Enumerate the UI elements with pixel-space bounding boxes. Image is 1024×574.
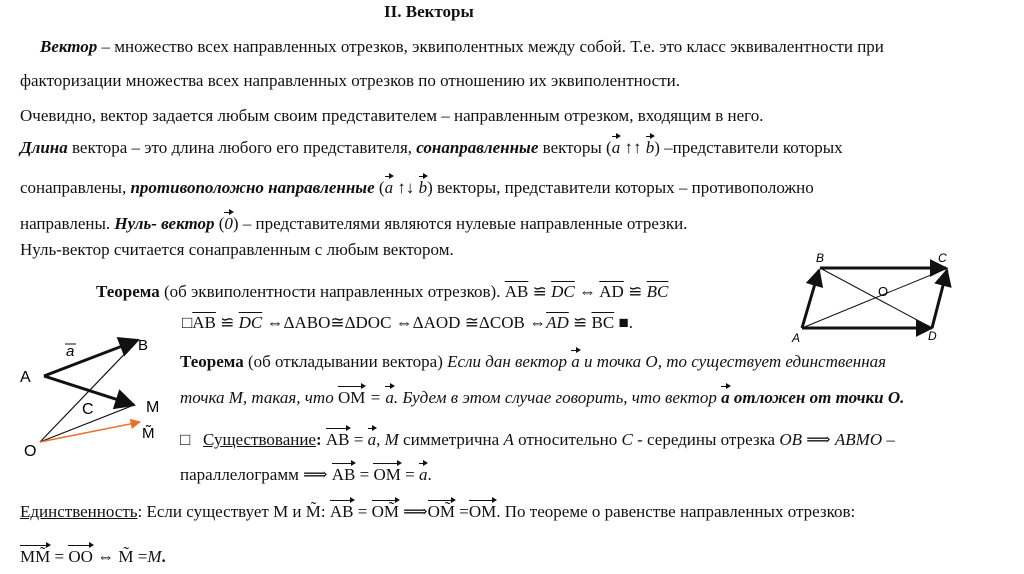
pg-label-O: O [878,284,889,299]
zero-vector: 0 [224,214,233,233]
uniqueness-line2: MM̃ = OO ⇔ M̃ =M. [20,547,166,566]
term-vector: Вектор [40,37,98,56]
label-M: M [146,399,160,416]
pg-label-D: D [928,329,937,343]
theorem-laying-vector-line1: Теорема (об откладывании вектора) Если дан вектор a и точка O, то существует единственная [180,352,887,371]
diagonal-BD [820,268,932,328]
side-DC [932,270,947,328]
pg-label-A: A [792,331,801,345]
label-C: C [82,401,94,418]
pg-label-C: C [938,251,947,265]
vector-b: b [645,138,655,157]
label-A: A [20,369,31,386]
length-definition-line: Длина вектора – это длина любого его представителя, сонаправленные векторы (a ↑↑ b) –представители которых [20,138,843,157]
side-AB [802,270,819,328]
zero-vector-note: Нуль-вектор считается сонаправленным с любым вектором. [20,240,454,259]
existence-line2: параллелограмм ⟹ AB = OM = a. [180,465,432,484]
existence-line1: □ Существование: AB = a, M симметрична A относительно C - середины отрезка OB ⟹ ABMO – [180,430,895,449]
uniqueness-line1: Единственность: Если существует M и M̃: AB = OM̃ ⟹OM̃ =OM. По теореме о равенстве направленных отрезков: [20,502,856,521]
segment-OMtilde [40,422,140,442]
vector-definition-line1: Вектор – множество всех направленных отрезков, эквиполентных между собой. Т.е. это класс эквивалентности при [40,37,884,56]
representative-sentence: Очевидно, вектор задается любым своим представителем – направленным отрезком, входящим в него. [20,106,764,125]
zero-vector-definition-line: направлены. Нуль- вектор (0) – представителями являются нулевые направленные отрезки. [20,214,688,233]
parallelogram-figure [790,248,970,348]
theorem-equipollence-proof: $□\overline{AB}$ ≌ $\overline{DC}$ ⇔ΔABO≅ΔDOC ⇔ΔAOD ≅ΔCOB $\Leftrightarrow\overline{AD}$ ≌ $\overline{BC}$ ■. [182,313,633,332]
theorem-equipollence: Теорема (об эквиполентности направленных отрезков). $\overline{AB}$ ≌ $\overline{DC}$ ⇔ $\overline{AD}$ ≌ $\overline{BC}$ [96,282,669,301]
pg-label-B: B [816,251,825,265]
label-B: B [138,337,149,354]
label-O: O [24,443,37,460]
vector-definition-line2: факторизации множества всех направленных отрезков по отношению их эквиполентности. [20,71,680,90]
segment-AB [44,340,138,376]
label-a: a [66,343,75,360]
section-heading: II. Векторы [384,2,474,21]
vector-a: a [611,138,621,157]
label-Mtilde: M̃ [142,425,155,442]
opposite-definition-line: сонаправлены, противоположно направленные (a ↑↓ b) векторы, представители которых – противоположно [20,178,814,197]
segment-OB [40,340,138,442]
theorem-laying-vector-line2: точка M, такая, что OM = a. Будем в этом случае говорить, что вектор a отложен от точки O. [180,388,905,407]
vector-laying-figure [10,330,190,470]
